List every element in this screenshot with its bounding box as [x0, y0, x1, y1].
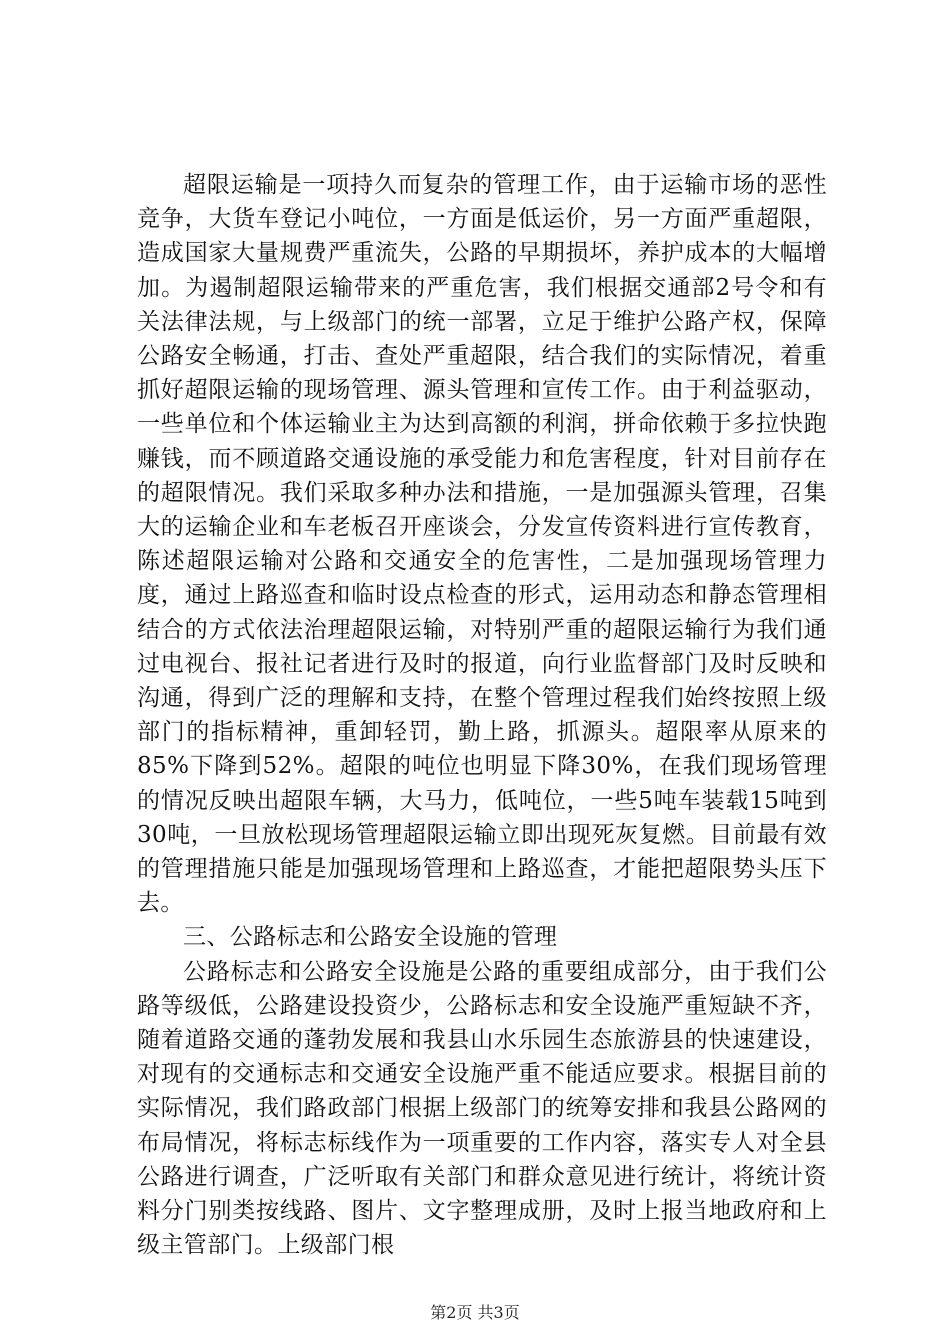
document-body — [137, 168, 827, 1263]
paragraph-overlimit-transport: 超限运输是一项持久而复杂的管理工作，由于运输市场的恶性竞争，大货车登记小吨位，一方面是低运价，另一方面严重超限，造成国家大量规费严重流失，公路的早期损坏，养护成本的大幅增加。为遏制超限运输带来的严重危害，我们根据交通部2号令和有关法律法规，与上级部门的统一部署，立足于维护公路产权，保障公路安全畅通，打击、查处严重超限，结合我们的实际情况，着重抓好超限运输的现场管理、源头管理和宣传工作。由于利益驱动，一些单位和个体运输业主为达到高额的利润，拼命依赖于多拉快跑赚钱，而不顾道路交通设施的承受能力和危害程度，针对目前存在的超限情况。我们采取多种办法和措施，一是加强源头管理，召集大的运输企业和车老板召开座谈会，分发宣传资料进行宣传教育，陈述超限运输对公路和交通安全的危害性，二是加强现场管理力度，通过上路巡查和临时设点检查的形式，运用动态和静态管理相结合的方式依法治理超限运输，对特别严重的超限运输行为我们通过电视台、报社记者进行及时的报道，向行业监督部门及时反映和沟通，得到广泛的理解和支持，在整个管理过程我们始终按照上级部门的指标精神，重卸轻罚，勤上路，抓源头。超限率从原来的85%下降到52%。超限的吨位也明显下降30%，在我们现场管理的情况反映出超限车辆，大马力，低吨位，一些5吨车装载15吨到30吨，一旦放松现场管理超限运输立即出现死灰复燃。目前最有效的管理措施只能是加强现场管理和上路巡查，才能把超限势头压下去。 — [137, 172, 827, 917]
section-heading: 三、公路标志和公路安全设施的管理 — [183, 924, 558, 951]
paragraph-road-signs: 公路标志和公路安全设施是公路的重要组成部分，由于我们公路等级低，公路建设投资少，公路标志和安全设施严重短缺不齐，随着道路交通的蓬勃发展和我县山水乐园生态旅游县的快速建设，对现有的交通标志和交通安全设施严重不能适应要求。根据目前的实际情况，我们路政部门根据上级部门的统筹安排和我县公路网的布局情况，将标志标线作为一项重要的工作内容，落实专人对全县公路进行调查，广泛听取有关部门和群众意见进行统计，将统计资料分门别类按线路、图片、文字整理成册，及时上报当地政府和上级主管部门。上级部门根 — [137, 958, 827, 1259]
page-number-footer: 第2页 共3页 — [430, 1303, 520, 1322]
